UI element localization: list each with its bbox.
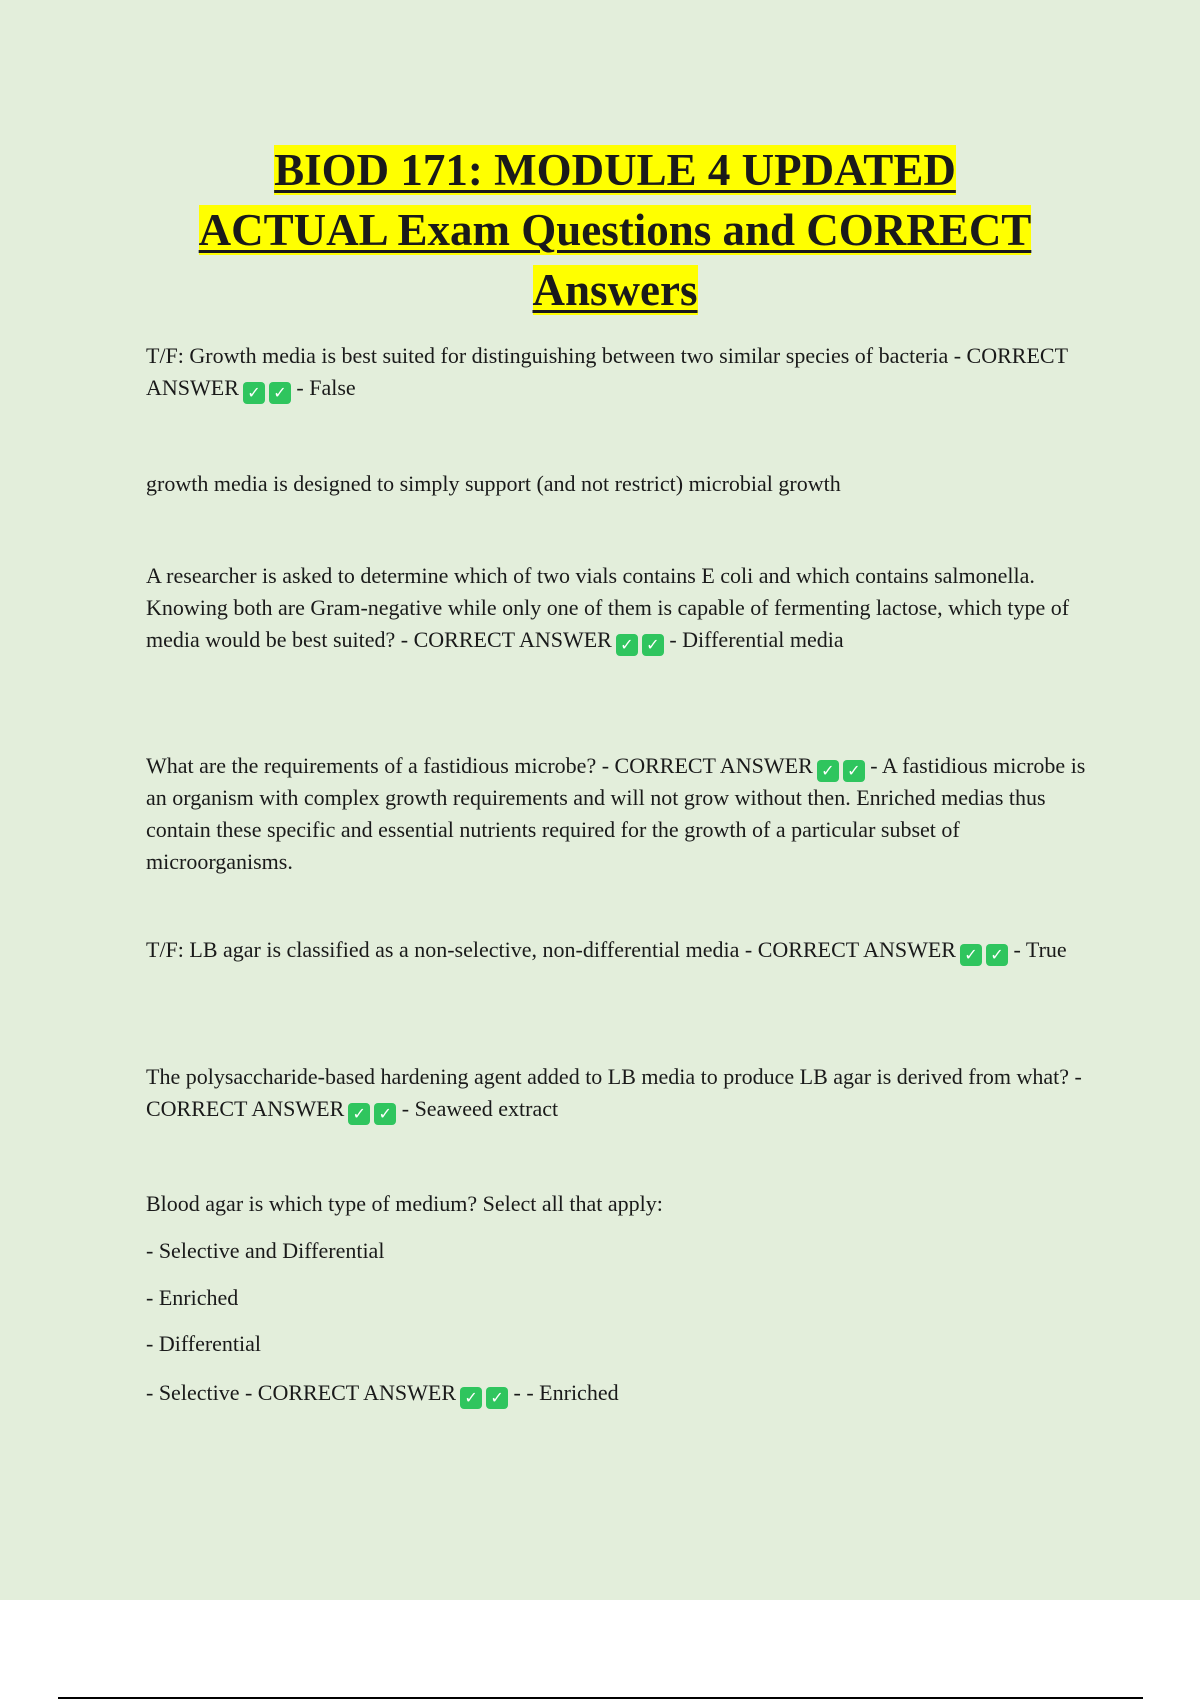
check-icon: ✓ xyxy=(460,1387,482,1409)
option-text: - Selective - CORRECT ANSWER xyxy=(146,1380,457,1405)
question-2 xyxy=(146,560,1096,656)
question-3 xyxy=(146,750,1096,878)
document-title xyxy=(130,140,1100,320)
question-6: Blood agar is which type of medium? Select all that apply: xyxy=(146,1191,663,1216)
question-text: What are the requirements of a fastidious microbe? - CORRECT ANSWER xyxy=(146,753,813,778)
check-icon: ✓ xyxy=(243,382,265,404)
check-icon: ✓ xyxy=(642,634,664,656)
check-icon: ✓ xyxy=(616,634,638,656)
question-1 xyxy=(146,340,1096,404)
answer-text: - False xyxy=(296,375,356,400)
check-icon: ✓ xyxy=(960,944,982,966)
option-3: - Differential xyxy=(146,1331,262,1356)
check-icon: ✓ xyxy=(843,760,865,782)
check-icon: ✓ xyxy=(348,1103,370,1125)
question-5 xyxy=(146,1061,1096,1125)
question-text: The polysaccharide-based hardening agent added to LB media to produce LB agar is derived from what? - CORRECT ANSWER xyxy=(146,1064,1082,1121)
question-text: A researcher is asked to determine which of two vials contains E coli and which contains salmonella. Knowing both are Gram-negative while only one of them is capable of fermenting lactose, which type of media would be best suited? - CORRECT ANSWER xyxy=(146,563,1070,652)
check-icon: ✓ xyxy=(269,382,291,404)
answer-text: - Seaweed extract xyxy=(401,1096,559,1121)
option-2: - Enriched xyxy=(146,1285,239,1310)
question-text: T/F: LB agar is classified as a non-selective, non-differential media - CORRECT ANSWER xyxy=(146,937,956,962)
answer-text: - A fastidious microbe is an organism with complex growth requirements and will not grow without then. Enriched medias thus contain these specific and essential nutrients required for the growth of a particular subset of microorganisms. xyxy=(146,753,1086,874)
check-icon: ✓ xyxy=(486,1387,508,1409)
title-line-2: ACTUAL Exam Questions and CORRECT xyxy=(198,205,1032,255)
answer-text: - - Enriched xyxy=(513,1380,619,1405)
title-line-3: Answers xyxy=(532,265,698,315)
check-icon: ✓ xyxy=(817,760,839,782)
title-line-1: BIOD 171: MODULE 4 UPDATED xyxy=(274,145,956,195)
question-4 xyxy=(146,934,1096,966)
answer-text: - True xyxy=(1013,937,1067,962)
answer-text: - Differential media xyxy=(669,627,844,652)
question-text: T/F: Growth media is best suited for distinguishing between two similar species of bacteria - CORRECT ANSWER xyxy=(146,343,1068,400)
footer-divider xyxy=(58,1697,1143,1699)
note-1: growth media is designed to simply support (and not restrict) microbial growth xyxy=(146,471,841,496)
option-1: - Selective and Differential xyxy=(146,1238,385,1263)
option-4-with-answer xyxy=(146,1377,1096,1409)
check-icon: ✓ xyxy=(986,944,1008,966)
check-icon: ✓ xyxy=(374,1103,396,1125)
